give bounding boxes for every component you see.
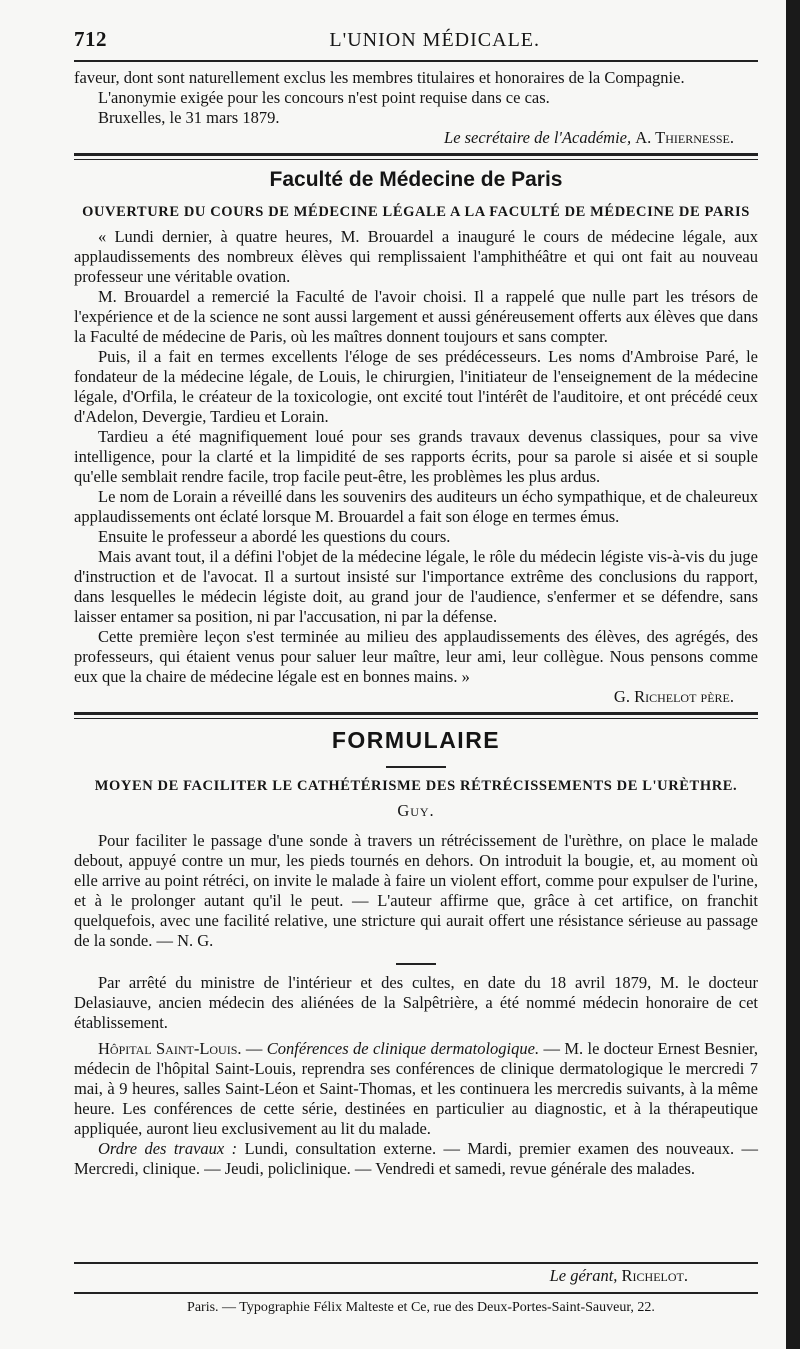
scan-edge xyxy=(786,0,800,1349)
faculty-paragraph: Puis, il a fait en termes excellents l'éloge de ses prédécesseurs. Les noms d'Ambroise Paré, le fondateur de la médecine légale, de Louis, le chirurgien, l'initiateur de l'enseignement de la médecine légale, d'Orfila, le créateur de la toxicologie, ont excité tout l'intérêt de l'auditoire, et ont précédé ceux d'Adelon, Devergie, Tardieu et Lorain. xyxy=(74,347,758,426)
spacer xyxy=(74,951,758,961)
formulaire-body: Pour faciliter le passage d'une sonde à travers un rétrécissement de l'urèthre, on place le malade debout, appuyé contre un mur, les pieds tournés en dehors. On introduit la bougie, et, au moment où elle arrive au point rétréci, on invite le malade à faire un violent effort, comme pour expulser de l'urine, et à le prolonger autant qu'il le peut. — L'auteur affirme que, grâce à cet artifice, on franchit quelquefois, avec une facilité relative, une stricture qui aurait offert une résistance sérieuse au passage de la sonde. — N. G. xyxy=(74,831,758,950)
signature-name: A. Thiernesse. xyxy=(635,128,734,147)
order-text: Lundi, consultation externe. — Mardi, premier examen des nouveaux. — Mercredi, clinique. — Jeudi, policlinique. — Vendredi et samedi, revue générale des malades. xyxy=(74,1139,758,1178)
manager-label: Le gérant, xyxy=(549,1266,618,1285)
page-header xyxy=(74,0,758,58)
footer-rule-2 xyxy=(74,1292,758,1294)
hospital-label: Hôpital Saint-Louis. xyxy=(98,1039,242,1058)
news-section xyxy=(74,973,758,1179)
short-divider xyxy=(396,963,436,965)
hospital-text: — M. le docteur Ernest Besnier, médecin de l'hôpital Saint-Louis, reprendra ses conférences de clinique dermatologique le mercredi 7 mai, à 9 heures, salles Saint-Léon et Saint-Thomas, et les continuera les mercredis suivants, à la même heure. Les conférences de cette série, destinées en particulier au diagnostic, et à la thérapeutique appliquée, auront lieu exclusivement au lit du malade. xyxy=(74,1039,759,1138)
section-title-formulaire: FORMULAIRE xyxy=(331,727,501,753)
intro-paragraph-1: faveur, dont sont naturellement exclus les membres titulaires et honoraires de la Compagnie. xyxy=(74,68,685,87)
title-underline xyxy=(386,766,446,768)
footer-rule xyxy=(74,1262,758,1264)
section-title-faculty: Faculté de Médecine de Paris xyxy=(269,168,563,191)
page-number: 712 xyxy=(74,27,107,51)
faculty-signature: G. Richelot père. xyxy=(613,687,734,706)
section-divider xyxy=(74,153,758,160)
manager-signature xyxy=(74,1266,758,1286)
order-of-work xyxy=(74,1139,758,1179)
intro-paragraph-2: L'anonymie exigée pour les concours n'est point requise dans ce cas. xyxy=(98,88,550,107)
printer-line: Paris. — Typographie Félix Malteste et Ce, rue des Deux-Portes-Saint-Sauveur, 22. xyxy=(187,1300,655,1315)
manager-name: Richelot. xyxy=(621,1266,688,1285)
dateline: Bruxelles, le 31 mars 1879. xyxy=(98,108,280,127)
news-paragraph: Par arrêté du ministre de l'intérieur et des cultes, en date du 18 avril 1879, M. le docteur Delasiauve, ancien médecin des aliénées de la Salpêtrière, a été nommé médecin honoraire de cet établissement. xyxy=(74,973,758,1032)
header-rule xyxy=(74,60,758,62)
faculty-paragraph: Cette première leçon s'est terminée au milieu des applaudissements des élèves, des agrégés, des professeurs, qui étaient venus pour saluer leur maître, leur ami, leur collègue. Nous pensons comme eux que la chaire de médecine légale est en bonnes mains. » xyxy=(74,627,758,686)
hospital-title: Conférences de clinique dermatologique. xyxy=(266,1039,540,1058)
signature-role: Le secrétaire de l'Académie, xyxy=(444,128,632,147)
faculty-paragraph: Mais avant tout, il a défini l'objet de la médecine légale, le rôle du médecin légiste vis-à-vis du juge d'instruction et de l'avocat. Il a surtout insisté sur l'importance extrême des conclusions du rapport, dans lesquelles le médecin légiste doit, au grand jour de l'audience, s'enfermer et se défendre, sans laisser entamer sa position, ni par l'accusation, ni par la défense. xyxy=(74,547,758,626)
faculty-paragraph: « Lundi dernier, à quatre heures, M. Brouardel a inauguré le cours de médecine légale, aux applaudissements des nombreux élèves qui remplissaient l'amphithéâtre et qui ont fait au nouveau professeur une véritable ovation. xyxy=(74,227,758,286)
faculty-section xyxy=(74,168,758,707)
formulaire-subhead: MOYEN DE FACILITER LE CATHÉTÉRISME DES RÉTRÉCISSEMENTS DE L'URÈTHRE. xyxy=(94,778,738,794)
formulaire-section xyxy=(74,727,758,951)
running-head: L'UNION MÉDICALE. xyxy=(329,29,540,51)
hospital-notice: Hôpital Saint-Louis. — Conférences de clinique dermatologique. — M. le docteur Ernest Besnier, médecin de l'hôpital Saint-Louis, reprendra ses conférences de clinique dermatologique le mercredi 7 mai, à 9 heures, salles Saint-Léon et Saint-Thomas, et les continuera les mercredis suivants, à la même heure. Les conférences de cette série, destinées en particulier au diagnostic, et à la thérapeutique appliquée, auront lieu exclusivement au lit du malade. xyxy=(74,1039,759,1138)
faculty-paragraph: Ensuite le professeur a abordé les questions du cours. xyxy=(98,527,451,546)
faculty-subhead: OUVERTURE DU COURS DE MÉDECINE LÉGALE A LA FACULTÉ DE MÉDECINE DE PARIS xyxy=(82,204,750,220)
order-label: Ordre des travaux : xyxy=(98,1139,238,1158)
page-footer xyxy=(74,1260,758,1316)
faculty-paragraph: Le nom de Lorain a réveillé dans les souvenirs des auditeurs un écho sympathique, et de chaleureux applaudissements ont éclaté lorsque M. Brouardel a fait son éloge en termes émus. xyxy=(74,487,758,526)
formulaire-author: Guy. xyxy=(397,801,435,820)
intro-section xyxy=(74,68,758,148)
faculty-paragraph: Tardieu a été magnifiquement loué pour ses grands travaux devenus classiques, pour sa vive intelligence, pour la clarté et la limpidité de ses rapports écrits, pour sa parole si aisée et si souple qu'elle semblait rendre facile, trop facile peut-être, les problèmes les plus ardus. xyxy=(74,427,758,486)
intro-signature xyxy=(74,128,758,148)
faculty-paragraph: M. Brouardel a remercié la Faculté de l'avoir choisi. Il a rappelé que nulle part les trésors de l'expérience et de la science ne sont aussi largement et aussi généreusement offerts aux élèves que dans la Faculté de médecine de Paris, où les maîtres donnent toujours et sans compter. xyxy=(74,287,758,346)
section-divider xyxy=(74,712,758,719)
